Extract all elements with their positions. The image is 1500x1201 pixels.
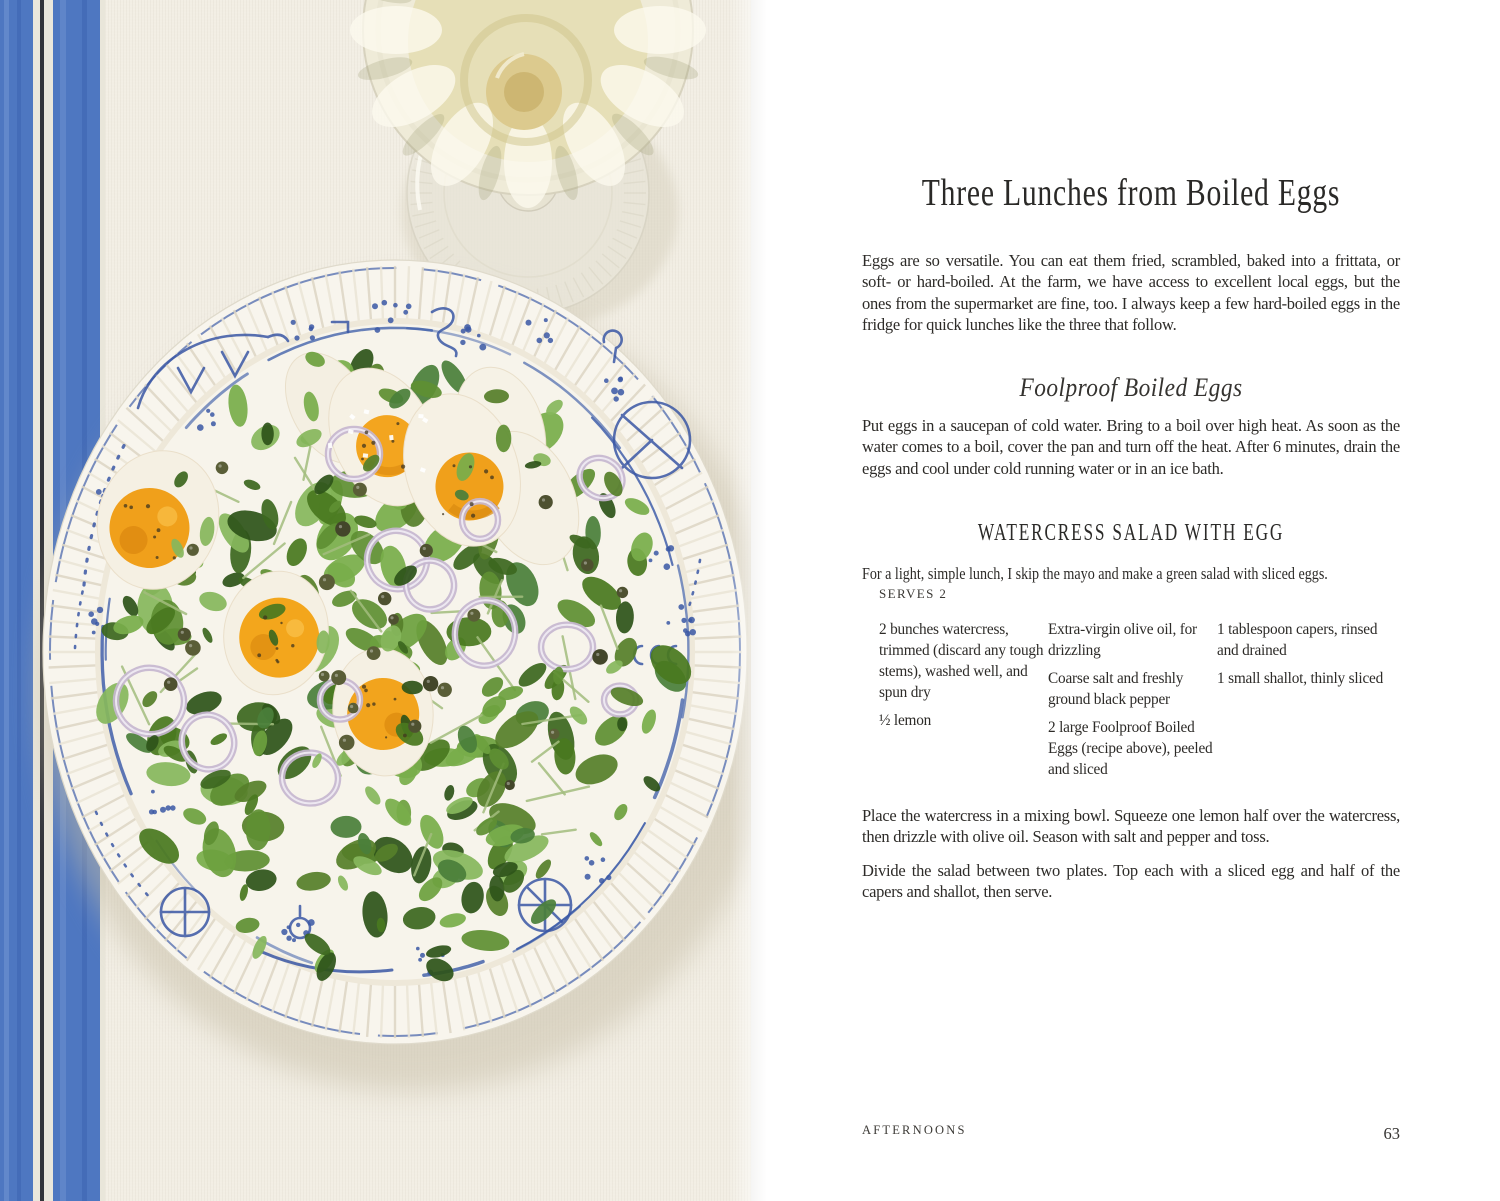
running-footer-section: AFTERNOONS: [862, 1123, 967, 1137]
ingredient: ½ lemon: [879, 712, 932, 729]
ingredients-column-1: [879, 619, 1047, 738]
page-number: 63: [1383, 1124, 1400, 1143]
sub-recipe-title: Foolproof Boiled Eggs: [1019, 372, 1243, 402]
ingredients-column-3: [1217, 619, 1395, 696]
recipe-title: WATERCRESS SALAD WITH EGG: [977, 519, 1285, 546]
recipe-page: [751, 0, 1500, 1201]
serves-label: SERVES 2: [879, 586, 948, 601]
chapter-title: Three Lunches from Boiled Eggs: [921, 172, 1341, 215]
recipe-step: Divide the salad between two plates. Top each with a sliced egg and half of the capers and shallot, then serve.: [862, 860, 1400, 901]
recipe-intro: For a light, simple lunch, I skip the mayo and make a green salad with sliced eggs.: [862, 563, 1328, 583]
ingredient: 1 small shallot, thinly sliced: [1217, 670, 1384, 687]
ingredient: 2 bunches watercress, trimmed (discard any tough stems), washed well, and spun dry: [879, 621, 1044, 701]
ingredient: 1 tablespoon capers, rinsed and drained: [1217, 621, 1378, 659]
ingredient: Extra-virgin olive oil, for drizzling: [1048, 621, 1197, 659]
ingredient: 2 large Foolproof Boiled Eggs (recipe above), peeled and sliced: [1048, 719, 1213, 778]
recipe-step: Place the watercress in a mixing bowl. Squeeze one lemon half over the watercress, then drizzle with olive oil. Season with salt and pepper and toss.: [862, 805, 1400, 846]
ingredients-column-2: [1048, 619, 1218, 787]
chapter-intro: Eggs are so versatile. You can eat them fried, scrambled, baked into a frittata, or soft- or hard-boiled. At the farm, we have access to excellent local eggs, but the ones from the supermarket are fine, too. I always keep a few hard-boiled eggs in the fridge for quick lunches like the three that follow.: [862, 250, 1400, 334]
sub-recipe-body: Put eggs in a saucepan of cold water. Bring to a boil over high heat. As soon as the water comes to a boil, cover the pan and turn off the heat. After 6 minutes, drain the eggs and cool under cold running water or in an ice bath.: [862, 415, 1400, 478]
ingredient: Coarse salt and freshly ground black pepper: [1048, 670, 1184, 708]
